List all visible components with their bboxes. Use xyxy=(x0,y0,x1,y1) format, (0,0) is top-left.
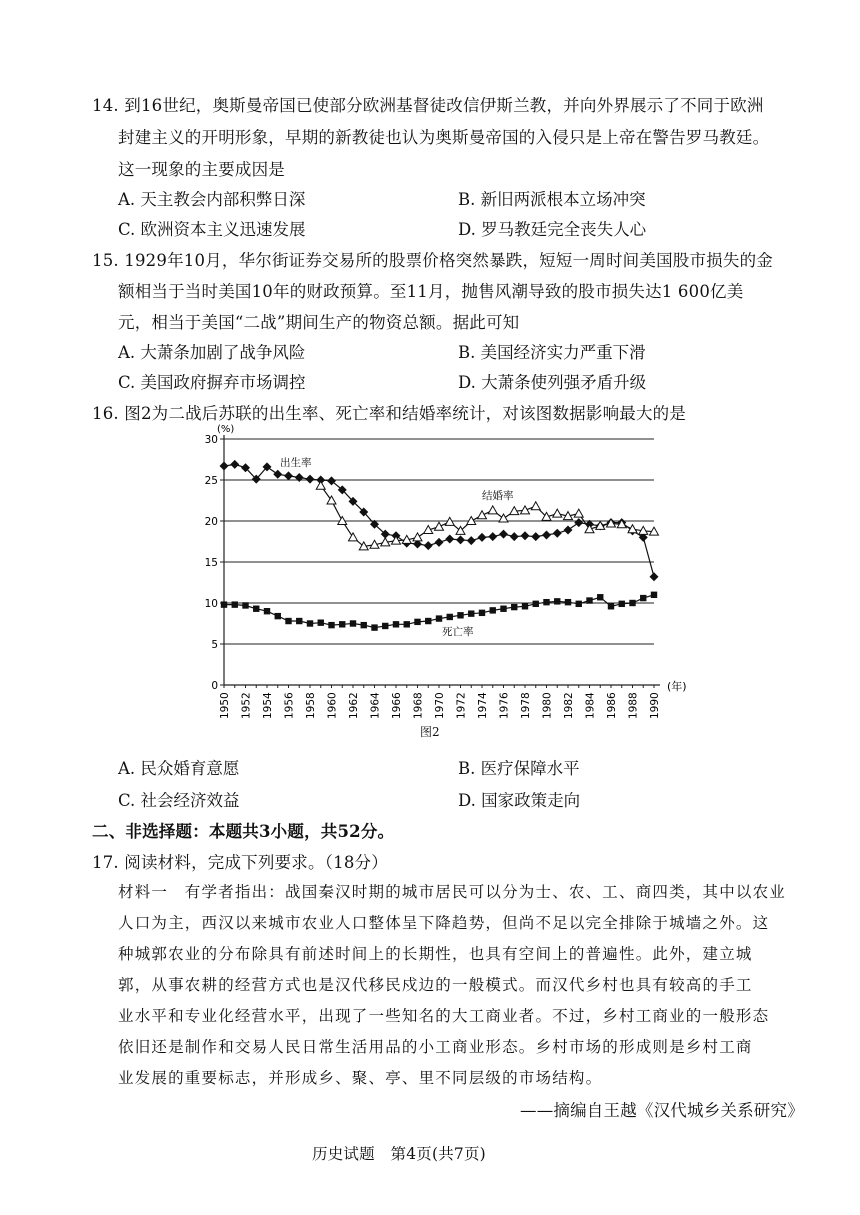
death-rate-point xyxy=(296,618,302,624)
death-rate-point xyxy=(425,618,431,624)
x-tick-label: 1962 xyxy=(348,692,360,719)
marriage-rate-point xyxy=(370,540,379,548)
marriage-rate-point xyxy=(617,520,626,528)
x-tick-label: 1966 xyxy=(391,692,403,719)
birth-rate-point xyxy=(510,532,519,541)
q14-option-b: B. 新旧两派根本立场冲突 xyxy=(458,190,646,209)
label-death-rate: 死亡率 xyxy=(442,626,474,638)
x-tick-label: 1974 xyxy=(477,692,489,719)
marriage-rate-point xyxy=(510,507,519,515)
marriage-rate-point xyxy=(607,519,616,527)
marriage-rate-point xyxy=(381,538,390,546)
marriage-rate-point xyxy=(628,525,637,533)
material-line-6: 依旧还是制作和交易人民日常生活用品的小工商业形态。乡村市场的形成则是乡村工商 xyxy=(118,1038,753,1056)
x-tick-label: 1958 xyxy=(305,692,317,719)
marriage-rate-point xyxy=(650,527,659,535)
marriage-rate-point xyxy=(499,514,508,522)
chart-y-ticks xyxy=(205,434,224,692)
y-tick-label: 10 xyxy=(204,598,218,610)
q15-line-1: 15. 1929年10月，华尔街证券交易所的股票价格突然暴跌，短短一周时间美国股市损失的金 xyxy=(92,251,773,270)
birth-rate-point xyxy=(327,476,336,485)
label-marriage-rate: 结婚率 xyxy=(482,490,514,502)
birth-rate-point xyxy=(273,470,282,479)
x-tick-label: 1982 xyxy=(563,692,575,719)
q15-option-c: C. 美国政府摒弃市场调控 xyxy=(118,373,306,392)
death-rate-point xyxy=(242,602,248,608)
material-line-7: 业发展的重要标志，并形成乡、聚、亭、里不同层级的市场结构。 xyxy=(118,1069,603,1087)
marriage-rate-point xyxy=(435,522,444,530)
y-tick-label: 30 xyxy=(204,434,218,446)
q15-option-d: D. 大萧条使列强矛盾升级 xyxy=(458,373,647,392)
death-rate-point xyxy=(264,608,270,614)
death-rate-point xyxy=(361,622,367,628)
marriage-rate-point xyxy=(564,512,573,520)
birth-rate-point xyxy=(241,463,250,472)
x-tick-label: 1990 xyxy=(649,692,661,719)
death-rate-point xyxy=(651,592,657,598)
x-tick-label: 1964 xyxy=(369,692,382,719)
material-line-5: 业水平和专业化经营水平，出现了一些知名的大工商业者。不过，乡村工商业的一般形态 xyxy=(118,1007,770,1025)
x-tick-label: 1952 xyxy=(240,692,253,719)
marriage-rate-point xyxy=(531,502,540,510)
marriage-rate-point xyxy=(574,509,583,517)
material-source: ——摘编自王越《汉代城乡关系研究》 xyxy=(520,1101,804,1120)
y-tick-label: 20 xyxy=(204,516,218,528)
death-rate-point xyxy=(576,601,582,607)
x-tick-label: 1968 xyxy=(412,692,425,719)
q14-option-a: A. 天主教会内部积弊日深 xyxy=(118,190,306,209)
x-tick-label: 1960 xyxy=(326,692,339,719)
marriage-rate-point xyxy=(542,512,551,520)
x-tick-label: 1950 xyxy=(219,692,231,719)
birth-rate-point xyxy=(295,473,304,482)
birth-rate-point xyxy=(639,533,648,542)
chart-gridlines xyxy=(224,439,654,644)
death-rate-point xyxy=(447,614,453,620)
marriage-rate-point xyxy=(424,526,433,534)
q15-line-3: 元，相当于美国“二战”期间生产的物资总额。据此可知 xyxy=(118,313,520,332)
death-rate-point xyxy=(414,619,420,625)
birth-rate-point xyxy=(617,518,626,527)
death-rate-point xyxy=(608,603,614,609)
x-tick-label: 1978 xyxy=(520,692,532,719)
x-tick-label: 1972 xyxy=(455,692,468,719)
birth-rate-point xyxy=(349,497,358,506)
death-rate-point xyxy=(597,594,603,600)
q16-option-b: B. 医疗保障水平 xyxy=(458,759,580,778)
death-rate-point xyxy=(619,601,625,607)
y-tick-label: 0 xyxy=(211,680,218,692)
birth-rate-point xyxy=(456,535,465,544)
birth-rate-point xyxy=(542,530,551,539)
birth-rate-point xyxy=(392,531,401,540)
marriage-rate-point xyxy=(488,506,497,514)
label-birth-rate: 出生率 xyxy=(280,457,312,469)
death-rate-point xyxy=(554,598,560,604)
series-line xyxy=(321,486,654,547)
marriage-rate-point xyxy=(349,533,358,541)
chart-y-label: (%) xyxy=(217,424,235,435)
death-rate-point xyxy=(436,615,442,621)
birth-rate-point xyxy=(499,530,508,539)
q15-option-b: B. 美国经济实力严重下滑 xyxy=(458,343,646,362)
q15-line-2: 额相当于当时美国10年的财政预算。至11月，抛售风潮导致的股市损失达1 600亿美 xyxy=(118,282,744,301)
birth-rate-point xyxy=(553,529,562,538)
death-rate-point xyxy=(350,620,356,626)
birth-rate-point xyxy=(359,507,368,516)
birth-rate-point xyxy=(370,520,379,529)
page-footer: 历史试题 第4页(共7页) xyxy=(312,1145,486,1163)
death-rate-point xyxy=(629,600,635,606)
y-tick-label: 25 xyxy=(204,475,218,487)
death-rate-point xyxy=(328,622,334,628)
death-rate-point xyxy=(543,599,549,605)
death-rate-point xyxy=(500,606,506,612)
death-rate-point xyxy=(479,610,485,616)
x-tick-label: 1984 xyxy=(584,692,597,719)
q14-option-d: D. 罗马教廷完全丧失人心 xyxy=(458,220,647,239)
q14-option-c: C. 欧洲资本主义迅速发展 xyxy=(118,220,306,239)
birth-rate-point xyxy=(284,471,293,480)
birth-rate-point xyxy=(488,532,497,541)
death-rate-point xyxy=(490,607,496,613)
q17-title: 17. 阅读材料，完成下列要求。（18分） xyxy=(92,853,388,872)
q16-option-a: A. 民众婚育意愿 xyxy=(118,759,240,778)
y-tick-label: 5 xyxy=(211,639,218,651)
birth-rate-point xyxy=(338,485,347,494)
birth-rate-point xyxy=(220,462,229,471)
death-rate-point xyxy=(640,595,646,601)
material-line-1: 材料一 有学者指出：战国秦汉时期的城市居民可以分为士、农、工、商四类，其中以农业 xyxy=(118,883,787,901)
death-rate-point xyxy=(221,601,227,607)
birth-rate-point xyxy=(607,518,616,527)
q14-line-1: 14. 到16世纪，奥斯曼帝国已使部分欧洲基督徒改信伊斯兰教，并向外界展示了不同于欧洲 xyxy=(92,96,764,115)
death-rate-point xyxy=(253,606,259,612)
marriage-rate-point xyxy=(585,525,594,533)
q14-line-2: 封建主义的开明形象，早期的新教徒也认为奥斯曼帝国的入侵只是上帝在警告罗马教廷。 xyxy=(118,128,770,147)
birth-rate-point xyxy=(628,526,637,535)
section-2-heading: 二、非选择题：本题共3小题，共52分。 xyxy=(92,822,395,841)
death-rate-point xyxy=(285,618,291,624)
x-tick-label: 1956 xyxy=(283,692,296,719)
marriage-rate-point xyxy=(392,536,401,544)
marriage-rate-point xyxy=(639,526,648,534)
q14-line-3: 这一现象的主要成因是 xyxy=(118,160,285,179)
birth-rate-point xyxy=(531,532,540,541)
y-tick-label: 15 xyxy=(204,557,218,569)
birth-rate-point xyxy=(263,462,272,471)
birth-rate-point xyxy=(435,538,444,547)
marriage-rate-point xyxy=(327,496,336,504)
death-rate-point xyxy=(339,621,345,627)
birth-rate-point xyxy=(424,541,433,550)
marriage-rate-point xyxy=(467,517,476,525)
x-tick-label: 1954 xyxy=(262,692,274,719)
marriage-rate-point xyxy=(456,526,465,534)
birth-rate-point xyxy=(306,475,315,484)
marriage-rate-point xyxy=(596,521,605,529)
series-line xyxy=(224,595,654,628)
death-rate-point xyxy=(393,621,399,627)
x-tick-label: 1988 xyxy=(627,692,640,719)
birth-rate-point xyxy=(316,476,325,485)
marriage-rate-point xyxy=(316,481,325,489)
birth-rate-point xyxy=(521,531,530,540)
death-rate-point xyxy=(468,610,474,616)
death-rate-point xyxy=(232,601,238,607)
marriage-rate-point xyxy=(553,509,562,517)
q16-line-1: 16. 图2为二战后苏联的出生率、死亡率和结婚率统计，对该图数据影响最大的是 xyxy=(92,404,687,423)
death-rate-point xyxy=(382,623,388,629)
birth-rate-point xyxy=(596,521,605,530)
material-line-3: 种城郭农业的分布除具有前述时间上的长期性，也具有空间上的普遍性。此外，建立城 xyxy=(118,945,753,963)
marriage-rate-point xyxy=(359,542,368,550)
material-line-2: 人口为主，西汉以来城市农业人口整体呈下降趋势，但尚不足以完全排除于城墙之外。这 xyxy=(118,914,770,932)
q16-option-d: D. 国家政策走向 xyxy=(458,791,581,810)
birth-rate-point xyxy=(381,530,390,539)
death-rate-point xyxy=(371,624,377,630)
birth-rate-point xyxy=(230,460,239,469)
birth-rate-point xyxy=(564,526,573,535)
death-rate-point xyxy=(522,603,528,609)
series-line xyxy=(224,464,654,576)
death-rate-point xyxy=(275,613,281,619)
birth-rate-point xyxy=(252,475,261,484)
marriage-rate-point xyxy=(402,535,411,543)
chart-series-markers xyxy=(220,460,659,631)
marriage-rate-point xyxy=(338,517,347,525)
x-tick-label: 1986 xyxy=(606,692,618,719)
marriage-rate-point xyxy=(521,506,530,514)
marriage-rate-point xyxy=(478,511,487,519)
x-tick-label: 1976 xyxy=(498,692,511,719)
birth-rate-point xyxy=(478,533,487,542)
birth-rate-point xyxy=(650,572,659,581)
death-rate-point xyxy=(318,619,324,625)
death-rate-point xyxy=(565,599,571,605)
x-tick-label: 1980 xyxy=(541,692,554,719)
death-rate-point xyxy=(586,597,592,603)
death-rate-point xyxy=(511,604,517,610)
birth-rate-point xyxy=(467,536,476,545)
birth-rate-point xyxy=(574,518,583,527)
death-rate-point xyxy=(307,620,313,626)
figure-caption: 图2 xyxy=(420,725,440,739)
chart-x-label: (年) xyxy=(667,680,687,693)
death-rate-point xyxy=(457,612,463,618)
chart-x-ticks xyxy=(219,685,661,719)
material-line-4: 郭，从事农耕的经营方式也是汉代移民戍边的一般模式。而汉代乡村也具有较高的手工 xyxy=(118,976,753,994)
chart-axes xyxy=(224,435,660,685)
birth-rate-point xyxy=(402,539,411,548)
birth-rate-point xyxy=(413,539,422,548)
marriage-rate-point xyxy=(445,517,454,525)
marriage-rate-point xyxy=(413,533,422,541)
death-rate-point xyxy=(533,601,539,607)
death-rate-point xyxy=(404,621,410,627)
q15-option-a: A. 大萧条加剧了战争风险 xyxy=(118,343,306,362)
birth-rate-point xyxy=(445,535,454,544)
birth-rate-point xyxy=(585,520,594,529)
q16-option-c: C. 社会经济效益 xyxy=(118,791,240,810)
x-tick-label: 1970 xyxy=(434,692,446,719)
chart-series-lines xyxy=(224,464,654,627)
